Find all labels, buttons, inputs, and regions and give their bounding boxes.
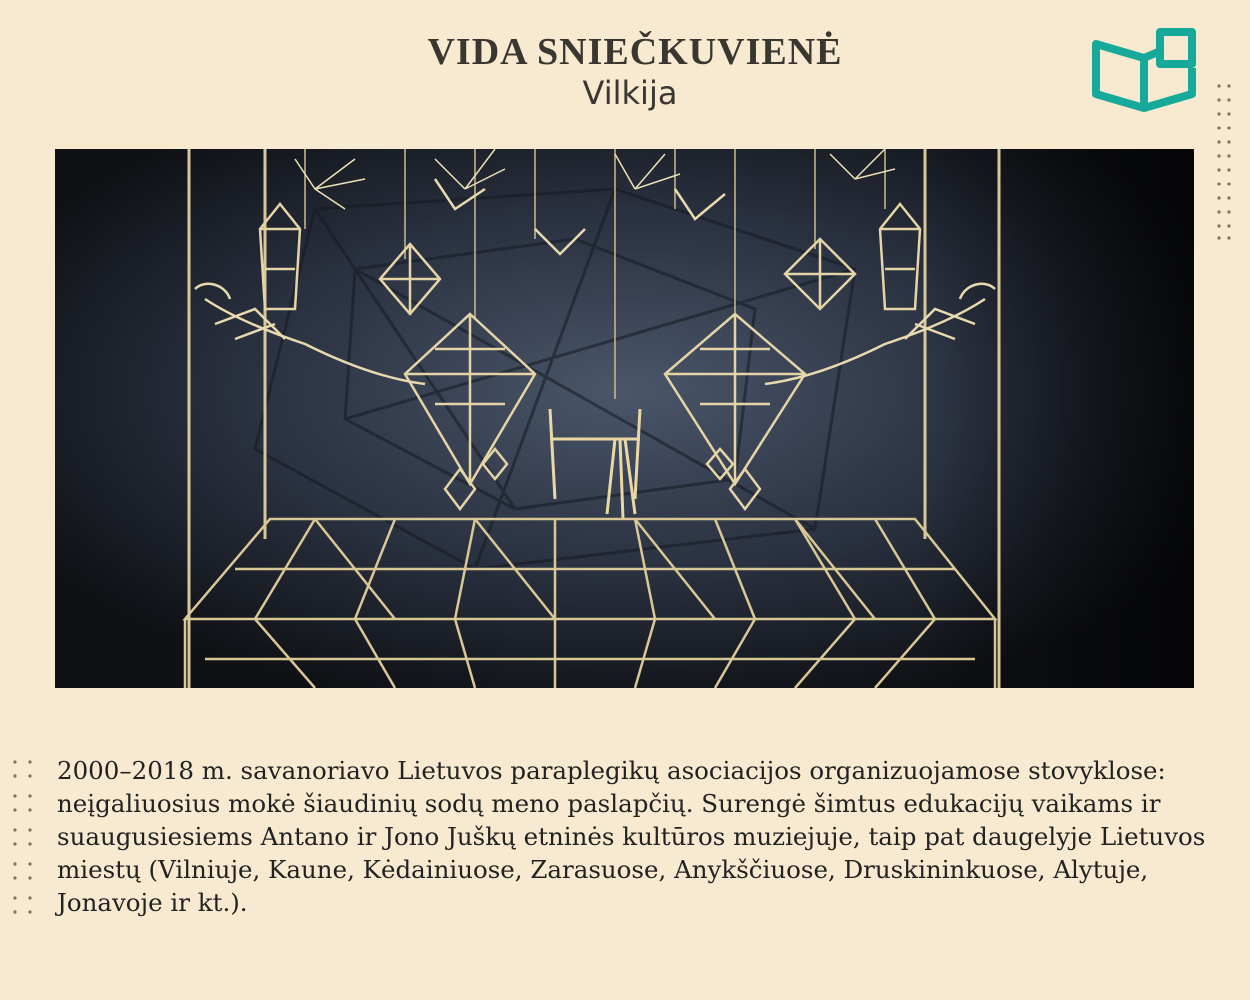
book-icon (1088, 28, 1200, 118)
decorative-dots-right (1214, 82, 1234, 242)
page-title: VIDA SNIEČKUVIENĖ (427, 31, 843, 73)
description-paragraph: 2000–2018 m. savanoriavo Lietuvos paraplegikų asociacijos organizuojamose stovyklose: neįgaliuosius mokė šiaudinių sodų meno paslapčių. Surengė šimtus edukacijų vaikams ir suaugusiesiems Antano ir Jono Juškų etninės kultūros muziejuje, taip pat daugelyje Lietuvos miestų (Vilniuje, Kaune, Kėdainiuose, Zarasuose, Anykščiuose, Druskininkuose, Alytuje, Jonavoje ir kt.). (57, 756, 1206, 917)
decorative-dots-left (8, 756, 38, 921)
straw-sculpture-photo (55, 149, 1194, 688)
page-subtitle: Vilkija (582, 74, 678, 112)
